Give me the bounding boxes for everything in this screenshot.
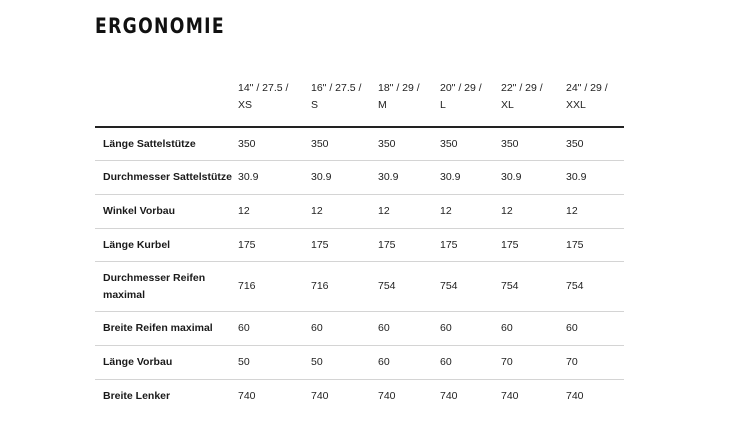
- table-cell: 60: [308, 312, 375, 346]
- table-cell: 30.9: [563, 161, 624, 195]
- table-cell: 740: [238, 389, 256, 402]
- table-row: [95, 161, 624, 195]
- ergonomics-table: [95, 64, 624, 412]
- table-header: [95, 64, 624, 127]
- table-cell: 754: [563, 262, 624, 312]
- row-label: Länge Sattelstütze: [95, 127, 235, 161]
- table-cell: 740: [378, 389, 396, 402]
- table-row: [95, 195, 624, 229]
- row-label: Länge Kurbel: [95, 229, 235, 262]
- table-cell: 175: [308, 229, 375, 262]
- table-cell: 716: [308, 262, 375, 312]
- table-cell: 50: [235, 346, 308, 380]
- table-row: [95, 312, 624, 346]
- table-cell: 12: [375, 195, 437, 229]
- size-header-line2: S: [311, 99, 319, 111]
- table-cell: 60: [235, 312, 308, 346]
- table-cell: 60: [437, 312, 498, 346]
- size-header-line1: 24" / 29 /: [566, 82, 608, 94]
- table-cell: 350: [235, 127, 308, 161]
- size-header-line1: 20" / 29 /: [440, 82, 482, 94]
- row-label: Durchmesser Sattelstütze: [95, 161, 235, 195]
- table-body: [95, 127, 624, 412]
- table-cell: 740: [311, 389, 329, 402]
- table-cell: 12: [437, 195, 498, 229]
- size-header-xxl: [563, 64, 624, 127]
- table-cell: 175: [437, 229, 498, 262]
- row-label: Durchmesser Reifen maximal: [95, 262, 235, 312]
- size-header-line1: 16" / 27.5 /: [311, 82, 362, 94]
- table-cell: 754: [437, 262, 498, 312]
- table-cell: 175: [563, 229, 624, 262]
- table-cell: 350: [437, 127, 498, 161]
- size-header-line1: 14" / 27.5 /: [238, 82, 289, 94]
- table-cell: 70: [563, 346, 624, 380]
- table-cell: 12: [498, 195, 563, 229]
- size-header-line2: XXL: [566, 99, 586, 111]
- row-label: Winkel Vorbau: [95, 195, 235, 229]
- size-header-l: [437, 64, 498, 127]
- size-header-line1: 22" / 29 /: [501, 82, 543, 94]
- table-cell: 50: [308, 346, 375, 380]
- table-cell: 70: [498, 346, 563, 380]
- row-label: Länge Vorbau: [95, 346, 235, 380]
- row-label: Breite Reifen maximal: [95, 312, 235, 346]
- table-cell: 175: [498, 229, 563, 262]
- table-cell: 60: [375, 346, 437, 380]
- row-label: Breite Lenker: [103, 389, 171, 402]
- table-cell: 175: [375, 229, 437, 262]
- table-cell: 30.9: [308, 161, 375, 195]
- table-row: [95, 380, 624, 413]
- table-row: [95, 262, 624, 312]
- table-row: [95, 127, 624, 161]
- size-header-line2: XS: [238, 99, 253, 111]
- table-cell: 740: [501, 389, 519, 402]
- table-cell: 30.9: [375, 161, 437, 195]
- size-header-line2: M: [378, 99, 387, 111]
- size-header-xs: [235, 64, 308, 127]
- table-cell: 740: [566, 389, 584, 402]
- table-cell: 754: [498, 262, 563, 312]
- table-cell: 350: [563, 127, 624, 161]
- table-cell: 30.9: [437, 161, 498, 195]
- table-cell: 60: [563, 312, 624, 346]
- size-header-xl: [498, 64, 563, 127]
- size-header-s: [308, 64, 375, 127]
- header-label-cell: [95, 64, 235, 127]
- size-header-line2: L: [440, 99, 446, 111]
- table-cell: 60: [498, 312, 563, 346]
- section-title: ERGONOMIE: [95, 14, 225, 38]
- table-cell: 716: [235, 262, 308, 312]
- table-row: [95, 229, 624, 262]
- table-cell: 30.9: [498, 161, 563, 195]
- table-cell: 12: [563, 195, 624, 229]
- size-header-line2: XL: [501, 99, 514, 111]
- table-cell: 754: [375, 262, 437, 312]
- size-header-m: [375, 64, 437, 127]
- table-cell: 60: [375, 312, 437, 346]
- table-row: [95, 346, 624, 380]
- table-cell: 12: [235, 195, 308, 229]
- size-header-line1: 18" / 29 /: [378, 82, 420, 94]
- table-cell: 60: [437, 346, 498, 380]
- table-cell: 350: [375, 127, 437, 161]
- table-cell: 12: [308, 195, 375, 229]
- table-cell: 175: [235, 229, 308, 262]
- table-cell: 350: [308, 127, 375, 161]
- table-cell: 30.9: [235, 161, 308, 195]
- table-cell: 350: [498, 127, 563, 161]
- header-row: [95, 64, 624, 127]
- table-cell: 740: [440, 389, 458, 402]
